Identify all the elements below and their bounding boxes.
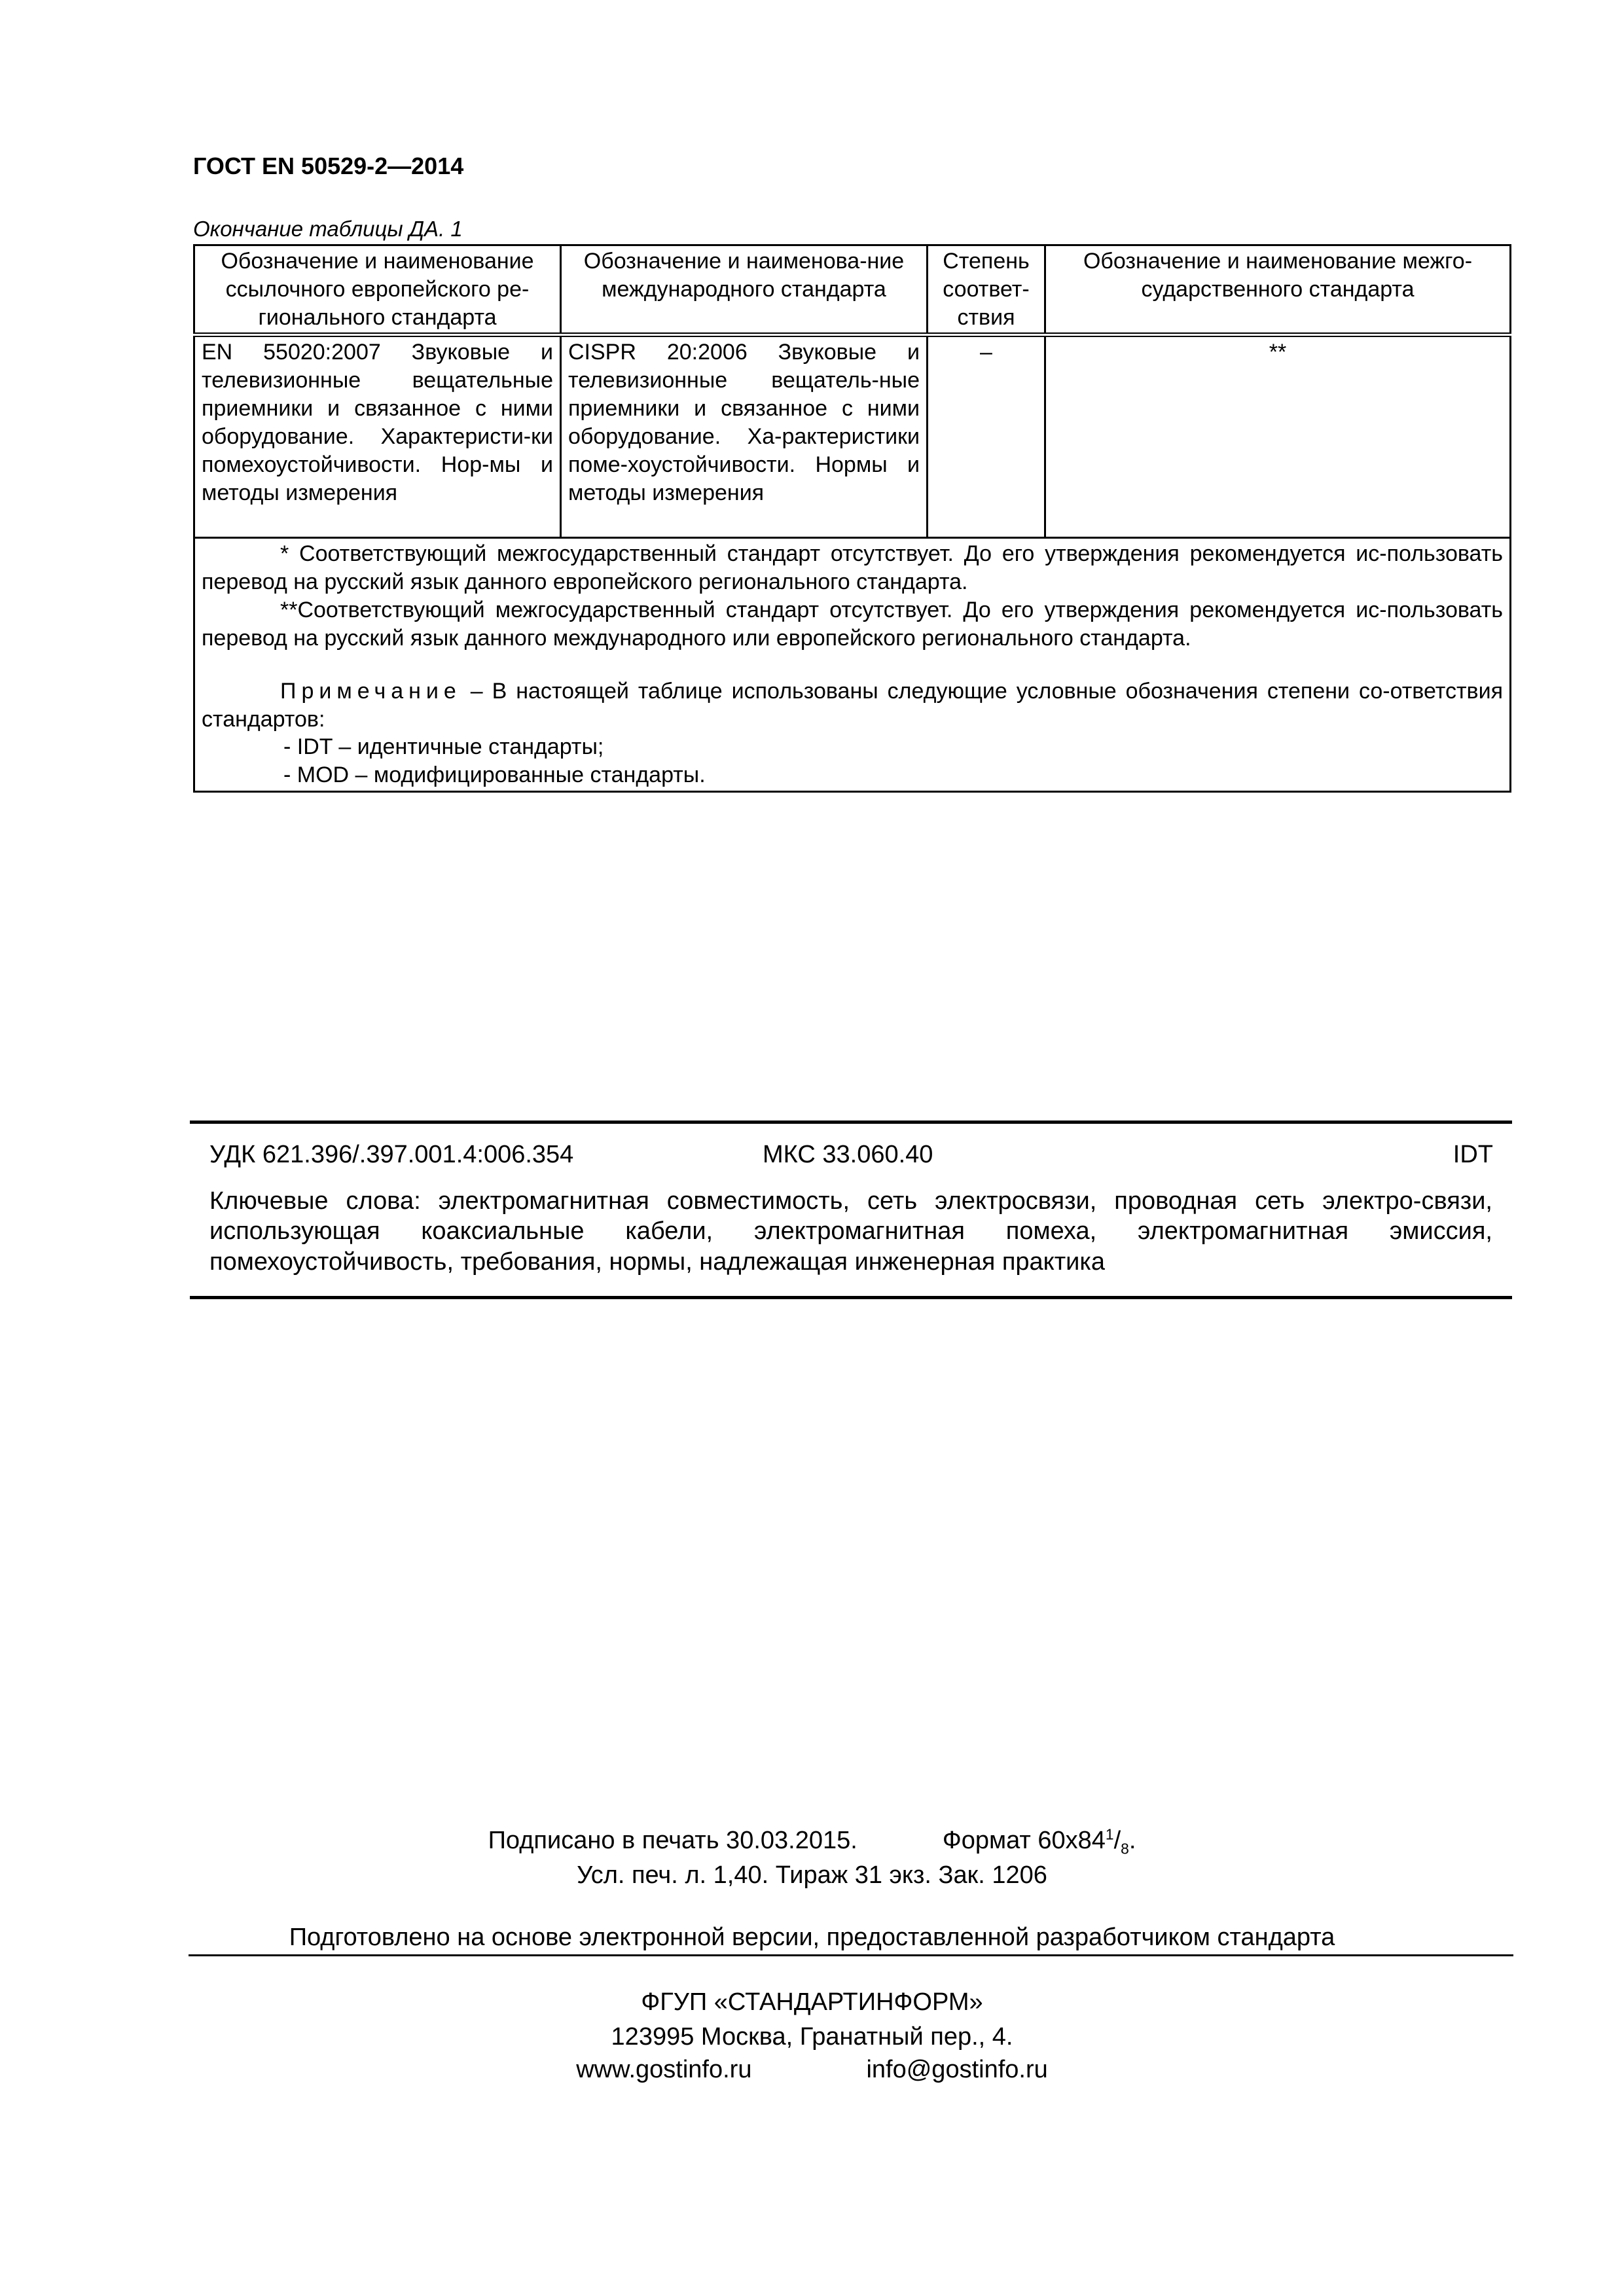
email-link[interactable]: info@gostinfo.ru — [866, 2056, 1048, 2083]
note-item-idt: - IDT – идентичные стандарты; — [283, 734, 604, 760]
signed-date: Подписано в печать 30.03.2015. — [488, 1827, 857, 1854]
publisher-contacts — [0, 2055, 1624, 2085]
paper-format: Формат $60х84^1/_8$. — [942, 1825, 1136, 1857]
table-header-row — [194, 245, 1511, 335]
mks-code: МКС 33.060.40 — [763, 1141, 933, 1168]
standards-table — [193, 244, 1511, 793]
note-text: – В настоящей таблице использованы следующие условные обозначения степени со-ответствия стандартов: — [202, 678, 1503, 732]
degree-code: IDT — [1453, 1141, 1493, 1168]
document-code: ГОСТ EN 50529-2—2014 — [193, 152, 464, 179]
table-note — [202, 677, 1503, 734]
cell-degree: – — [928, 335, 1045, 538]
col-header-international: Обозначение и наименова-ние международного стандарта — [561, 245, 928, 335]
keywords-rule — [190, 1296, 1512, 1299]
udk-code: УДК 621.396/.397.001.4:006.354 — [209, 1141, 574, 1168]
table-row — [194, 335, 1511, 538]
table-notes-row — [194, 538, 1511, 792]
print-info: Усл. печ. л. 1,40. Тираж 31 экз. Зак. 1206 — [577, 1861, 1047, 1889]
prepared-note: Подготовлено на основе электронной версии, предоставленной разработчиком стандарта — [289, 1924, 1335, 1951]
note-heading: Примечание — [280, 678, 461, 704]
notes-cell — [194, 538, 1511, 792]
imprint-signed-line — [0, 1826, 1624, 1856]
keywords: Ключевые слова: электромагнитная совместимость, сеть электросвязи, проводная сеть электро-связи, использующая коаксиальные кабели, электромагнитная помеха, электромагнитная эмиссия, помехоустойчивость, требования, нормы, надлежащая инженерная практика — [209, 1187, 1492, 1276]
publisher-name: ФГУП «СТАНДАРТИНФОРМ» — [641, 1988, 983, 2016]
cell-european: EN 55020:2007 Звуковые и телевизионные вещательные приемники и связанное с ними оборудование. Характеристи-ки помехоустойчивости. Нор-мы и методы измерения — [194, 335, 561, 538]
footnote-1: * Соответствующий межгосударственный стандарт отсутствует. До его утверждения рекомендуется ис-пользовать перевод на русский язык данного европейского регионального стандарта. — [202, 541, 1503, 595]
table-caption: Окончание таблицы ДА. 1 — [193, 217, 463, 241]
note-item-mod: - MOD – модифицированные стандарты. — [283, 762, 706, 788]
col-header-european: Обозначение и наименование ссылочного европейского ре-гионального стандарта — [194, 245, 561, 335]
footnote-2: **Соответствующий межгосударственный стандарт отсутствует. До его утверждения рекомендуется ис-пользовать перевод на русский язык данного международного или европейского регионального стандарта. — [202, 598, 1503, 651]
imprint-rule — [189, 1954, 1513, 1956]
col-header-degree: Степень соответ-ствия — [928, 245, 1045, 335]
cell-international: CISPR 20:2006 Звуковые и телевизионные вещатель-ные приемники и связанное с ними оборудование. Ха-рактеристики поме-хоустойчивости. Нормы и методы измерения — [561, 335, 928, 538]
publisher-address: 123995 Москва, Гранатный пер., 4. — [611, 2023, 1013, 2051]
col-header-interstate: Обозначение и наименование межго-сударственного стандарта — [1045, 245, 1511, 335]
website-link[interactable]: www.gostinfo.ru — [576, 2056, 752, 2083]
cell-interstate: ** — [1045, 335, 1511, 538]
top-rule — [190, 1121, 1512, 1124]
